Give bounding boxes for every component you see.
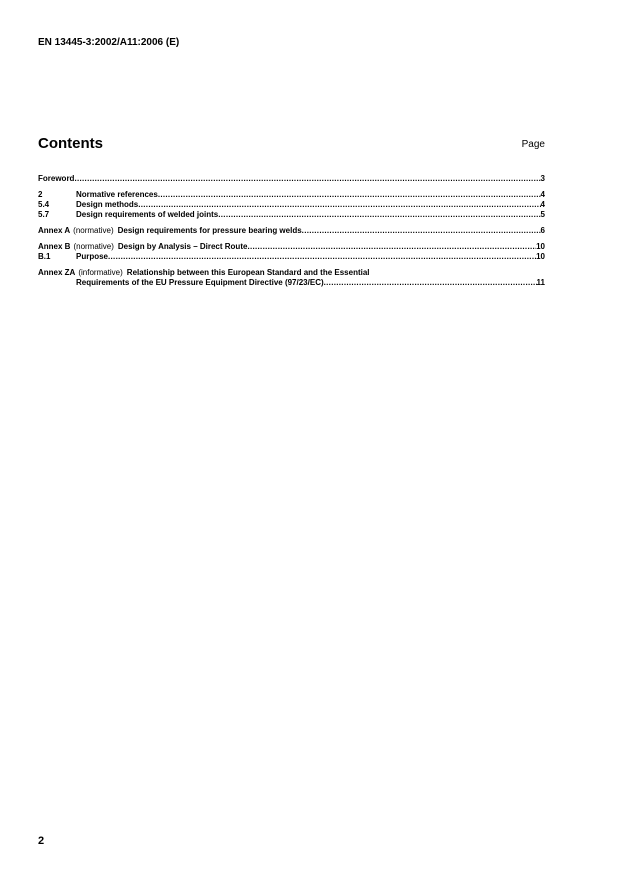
toc-leader-dots <box>138 200 540 210</box>
toc-entry-page: 4 <box>540 190 545 199</box>
toc-entry-page: 6 <box>540 226 545 235</box>
document-header: EN 13445-3:2002/A11:2006 (E) <box>38 37 180 48</box>
toc-leader-dots <box>247 242 536 252</box>
contents-heading: Contents <box>38 135 103 152</box>
table-of-contents <box>38 174 545 288</box>
toc-entry-title: Design requirements for pressure bearing welds <box>117 226 302 235</box>
toc-leader-dots <box>218 210 540 220</box>
toc-annex-label: Annex B <box>38 242 71 251</box>
toc-entry-annex-za[interactable] <box>38 268 545 278</box>
page-column-label: Page <box>521 139 545 150</box>
toc-entry-title: Relationship between this European Standard and the Essential <box>126 268 370 277</box>
toc-entry-annex-za-continued[interactable] <box>38 278 545 288</box>
toc-entry-purpose[interactable] <box>38 252 545 262</box>
toc-entry-number: 5.4 <box>38 200 50 209</box>
toc-entry-design-methods[interactable] <box>38 200 545 210</box>
toc-entry-number: B.1 <box>38 252 51 261</box>
toc-entry-annex-a[interactable] <box>38 226 545 236</box>
toc-entry-page: 11 <box>536 278 545 287</box>
toc-entry-title-continued: Requirements of the EU Pressure Equipment Directive (97/23/EC) <box>76 278 324 287</box>
toc-annex-status: (normative) <box>73 242 114 251</box>
toc-entry-title: Foreword <box>38 174 75 183</box>
toc-entry-page: 5 <box>540 210 545 219</box>
toc-entry-title: Design methods <box>76 200 139 209</box>
toc-annex-label: Annex ZA <box>38 268 76 277</box>
toc-entry-title: Design requirements of welded joints <box>76 210 219 219</box>
toc-entry-title: Normative references <box>76 190 158 199</box>
toc-annex-status: (informative) <box>78 268 123 277</box>
toc-leader-dots <box>108 252 536 262</box>
toc-leader-dots <box>324 278 537 288</box>
toc-entry-foreword[interactable] <box>38 174 545 184</box>
toc-annex-label: Annex A <box>38 226 71 235</box>
toc-entry-page: 10 <box>536 242 545 251</box>
toc-annex-status: (normative) <box>73 226 114 235</box>
toc-entry-welded-joints[interactable] <box>38 210 545 220</box>
toc-entry-page: 3 <box>540 174 545 183</box>
toc-entry-normative-references[interactable] <box>38 190 545 200</box>
toc-entry-page: 10 <box>536 252 545 261</box>
toc-entry-title: Design by Analysis – Direct Route <box>117 242 248 251</box>
toc-entry-annex-b[interactable] <box>38 242 545 252</box>
toc-leader-dots <box>74 174 540 184</box>
page-number: 2 <box>38 835 45 847</box>
toc-entry-title: Purpose <box>76 252 109 261</box>
toc-entry-number: 5.7 <box>38 210 50 219</box>
toc-leader-dots <box>302 226 541 236</box>
toc-leader-dots <box>158 190 541 200</box>
toc-entry-page: 4 <box>540 200 545 209</box>
toc-entry-number: 2 <box>38 190 43 199</box>
